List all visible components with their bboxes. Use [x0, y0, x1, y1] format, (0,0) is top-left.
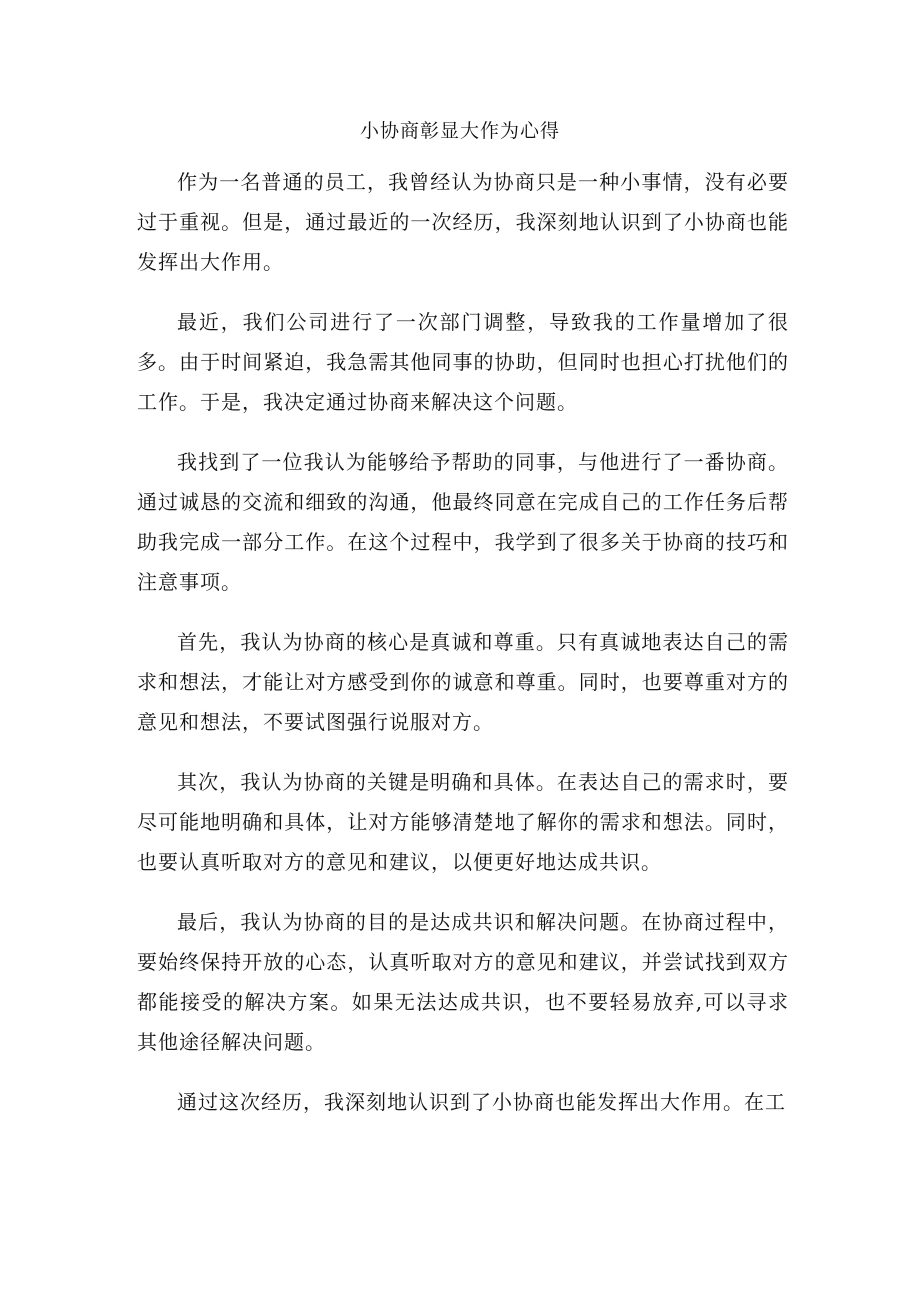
paragraph-6: 最后，我认为协商的目的是达成共识和解决问题。在协商过程中，要始终保持开放的心态，认真听取对方的意见和建议，并尝试找到双方都能接受的解决方案。如果无法达成共识，也不要轻易放弃,可以寻求其他途径解决问题。 — [137, 910, 789, 1054]
document-title: 小协商彰显大作为心得 — [359, 120, 560, 142]
paragraph-2: 最近，我们公司进行了一次部门调整，导致我的工作量增加了很多。由于时间紧迫，我急需其他同事的协助，但同时也担心打扰他们的工作。于是，我决定通过协商来解决这个问题。 — [137, 310, 789, 414]
paragraph-1: 作为一名普通的员工，我曾经认为协商只是一种小事情，没有必要过于重视。但是，通过最近的一次经历，我深刻地认识到了小协商也能发挥出大作用。 — [137, 170, 789, 274]
paragraph-5: 其次，我认为协商的关键是明确和具体。在表达自己的需求时，要尽可能地明确和具体，让对方能够清楚地了解你的需求和想法。同时，也要认真听取对方的意见和建议，以便更好地达成共识。 — [137, 770, 789, 874]
document-body — [137, 162, 789, 1142]
paragraph-3: 我找到了一位我认为能够给予帮助的同事，与他进行了一番协商。通过诚恳的交流和细致的沟通，他最终同意在完成自己的工作任务后帮助我完成一部分工作。在这个过程中，我学到了很多关于协商的技巧和注意事项。 — [137, 450, 789, 594]
paragraph-7: 通过这次经历，我深刻地认识到了小协商也能发挥出大作用。在工 — [177, 1090, 786, 1114]
paragraph-4: 首先，我认为协商的核心是真诚和尊重。只有真诚地表达自己的需求和想法，才能让对方感受到你的诚意和尊重。同时，也要尊重对方的意见和想法，不要试图强行说服对方。 — [137, 630, 789, 734]
